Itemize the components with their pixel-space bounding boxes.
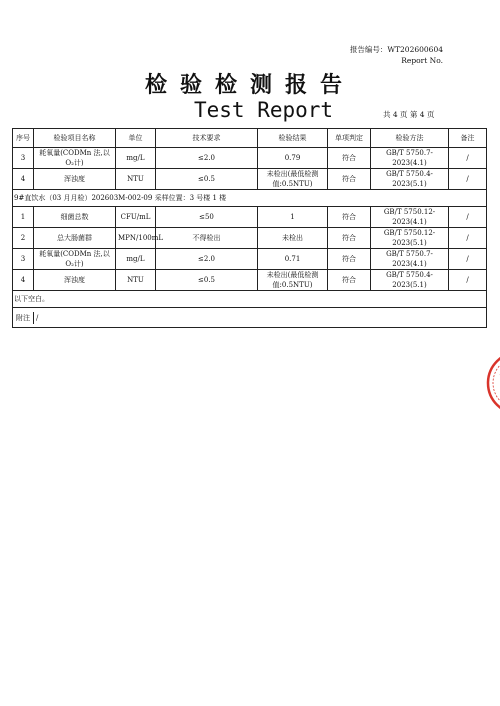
col-header: 序号 (13, 129, 34, 148)
cell-item: 浑浊度 (34, 169, 116, 190)
cell-verdict: 符合 (328, 228, 371, 249)
cell-result: 未检出(最低检测值:0.5NTU) (258, 270, 328, 291)
cell-result: 0.71 (258, 249, 328, 270)
table-row (13, 249, 487, 270)
cell-no: 3 (13, 249, 34, 270)
cell-unit: mg/L (116, 249, 156, 270)
cell-requirement: ≤0.5 (156, 169, 258, 190)
cell-requirement: ≤2.0 (156, 249, 258, 270)
cell-requirement: ≤2.0 (156, 148, 258, 169)
cell-note: / (449, 249, 487, 270)
remark-cell (13, 308, 487, 328)
cell-item: 耗氧量(CODMn 法,以 O₂计) (34, 148, 116, 169)
table-row (13, 270, 487, 291)
cell-verdict: 符合 (328, 148, 371, 169)
table-row (13, 207, 487, 228)
cell-unit: NTU (116, 270, 156, 291)
cell-no: 4 (13, 169, 34, 190)
cell-method: GB/T 5750.4-2023(5.1) (371, 169, 449, 190)
remark-row (13, 308, 487, 328)
cell-unit: MPN/100mL (116, 228, 156, 249)
cell-unit: mg/L (116, 148, 156, 169)
cell-item: 浑浊度 (34, 270, 116, 291)
report-number: 报告编号：WT202600604 (349, 45, 443, 54)
table-row (13, 228, 487, 249)
cell-note: / (449, 270, 487, 291)
col-header: 检验结果 (258, 129, 328, 148)
cell-no: 2 (13, 228, 34, 249)
remark-value: / (36, 313, 39, 322)
title-english: Test Report (194, 98, 334, 122)
cell-method: GB/T 5750.7-2023(4.1) (371, 249, 449, 270)
cell-note: / (449, 169, 487, 190)
cell-verdict: 符合 (328, 249, 371, 270)
col-header: 技术要求 (156, 129, 258, 148)
cell-no: 1 (13, 207, 34, 228)
cell-verdict: 符合 (328, 169, 371, 190)
remark-label: 附注 (16, 313, 30, 322)
col-header: 单位 (116, 129, 156, 148)
col-header: 检验方法 (371, 129, 449, 148)
seal-stamp-icon (484, 348, 500, 418)
cell-verdict: 符合 (328, 207, 371, 228)
cell-requirement: ≤50 (156, 207, 258, 228)
cell-note: / (449, 148, 487, 169)
title-chinese: 检验检测报告 (144, 72, 355, 98)
table-row (13, 169, 487, 190)
cell-requirement: ≤0.5 (156, 270, 258, 291)
section-row (13, 190, 487, 207)
cell-result: 未检出(最低检测值:0.5NTU) (258, 169, 328, 190)
cell-result: 0.79 (258, 148, 328, 169)
cell-no: 4 (13, 270, 34, 291)
blank-row (13, 291, 487, 308)
cell-note: / (449, 207, 487, 228)
cell-result: 1 (258, 207, 328, 228)
cell-item: 耗氧量(CODMn 法,以 O₂计) (34, 249, 116, 270)
cell-method: GB/T 5750.7-2023(4.1) (371, 148, 449, 169)
cell-item: 总大肠菌群 (34, 228, 116, 249)
cell-item: 细菌总数 (34, 207, 116, 228)
table-header-row (13, 129, 487, 148)
cell-method: GB/T 5750.12-2023(4.1) (371, 207, 449, 228)
cell-unit: NTU (116, 169, 156, 190)
report-number-block (350, 44, 443, 66)
page-indicator: 共 4 页 第 4 页 (383, 110, 435, 119)
cell-note: / (449, 228, 487, 249)
section-title: 9#直饮水（03 月月检）202603M-002-09 采样位置：3 号楼 1 楼 (13, 190, 487, 207)
blank-text: 以下空白。 (13, 291, 487, 308)
table-row (13, 148, 487, 169)
cell-requirement: 不得检出 (156, 228, 258, 249)
cell-unit: CFU/mL (116, 207, 156, 228)
cell-verdict: 符合 (328, 270, 371, 291)
col-header: 检验项目名称 (34, 129, 116, 148)
cell-method: GB/T 5750.12-2023(5.1) (371, 228, 449, 249)
cell-no: 3 (13, 148, 34, 169)
report-number-en: Report No. (401, 56, 443, 65)
cell-method: GB/T 5750.4-2023(5.1) (371, 270, 449, 291)
results-table (12, 128, 487, 328)
col-header: 备注 (449, 129, 487, 148)
cell-result: 未检出 (258, 228, 328, 249)
col-header: 单项判定 (328, 129, 371, 148)
